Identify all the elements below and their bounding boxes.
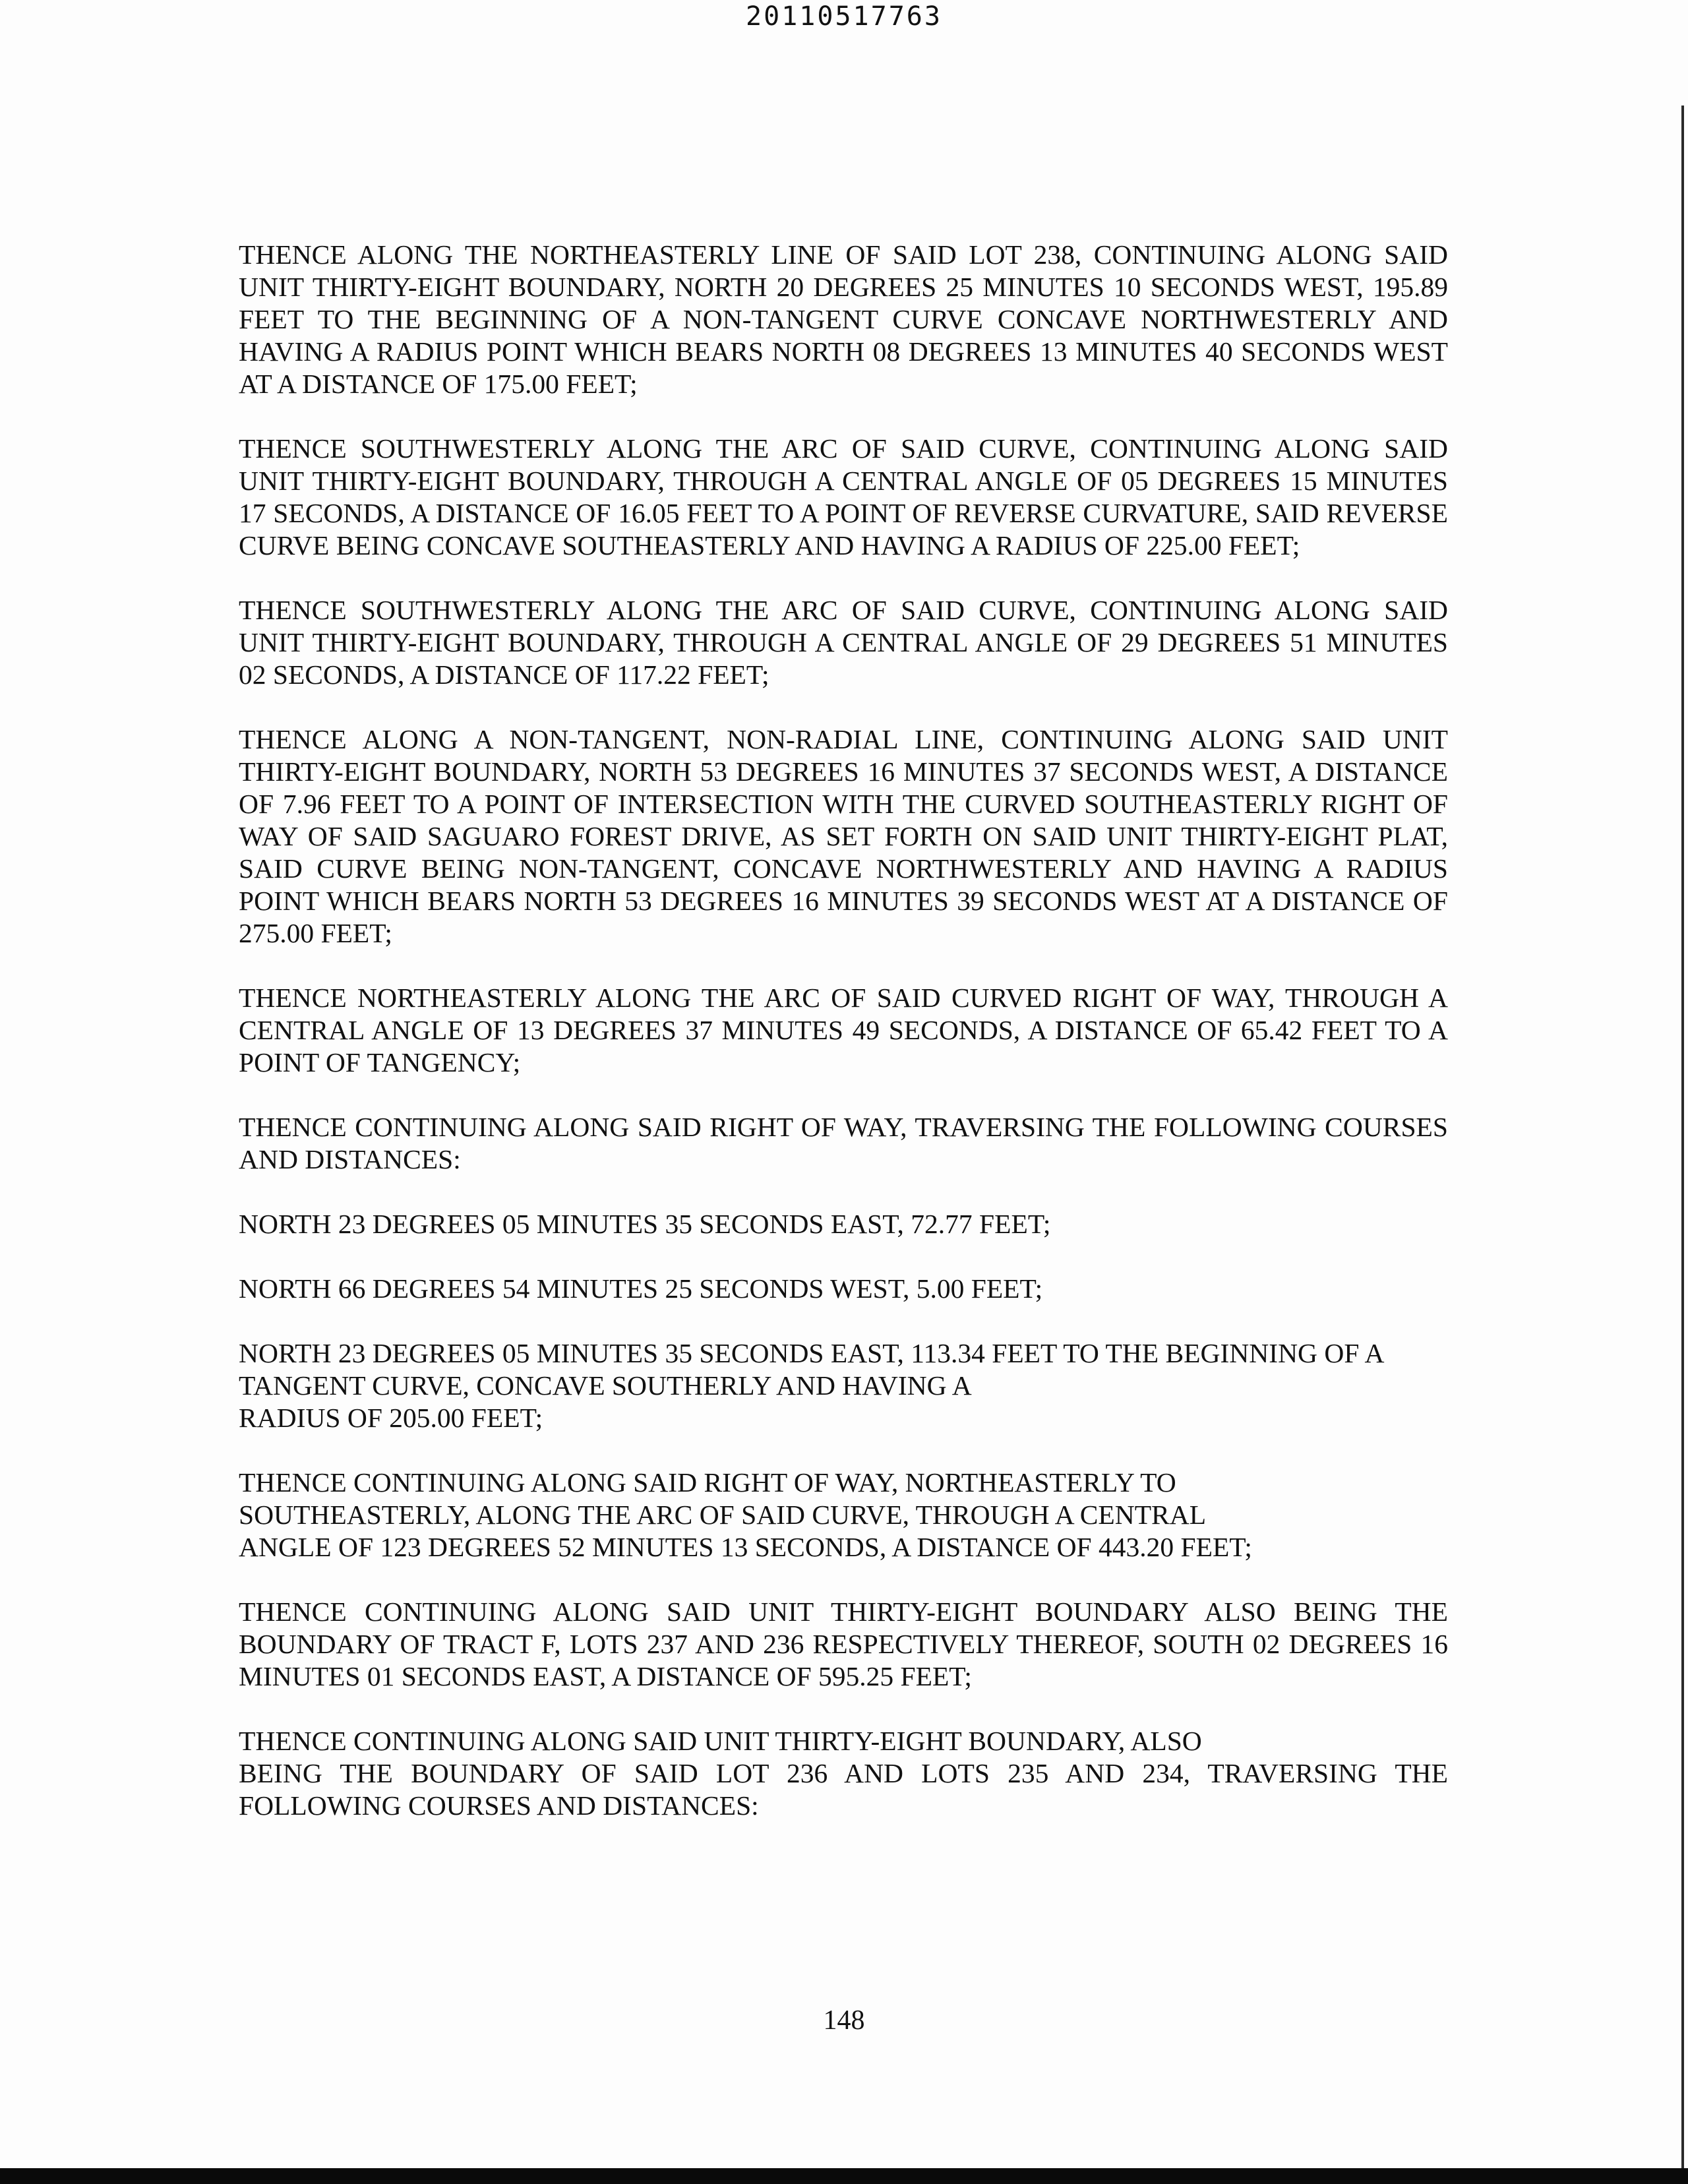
- page-number: 148: [823, 2005, 865, 2036]
- legal-description-body: [239, 239, 1448, 1854]
- paragraph-arc-central-angle: THENCE SOUTHWESTERLY ALONG THE ARC OF SAID CURVE, CONTINUING ALONG SAID UNIT THIRTY-EIGHT BOUNDARY, THROUGH A CENTRAL ANGLE OF 29 DEGREES 51 MINUTES 02 SECONDS, A DISTANCE OF 117.22 FEET;: [239, 595, 1448, 690]
- paragraph-northeasterly-line: THENCE ALONG THE NORTHEASTERLY LINE OF SAID LOT 238, CONTINUING ALONG SAID UNIT THIRTY-EIGHT BOUNDARY, NORTH 20 DEGREES 25 MINUTES 10 SECONDS WEST, 195.89 FEET TO THE BEGINNING OF A NON-TANGENT CURVE CONCAVE NORTHWESTERLY AND HAVING A RADIUS POINT WHICH BEARS NORTH 08 DEGREES 13 MINUTES 40 SECONDS WEST AT A DISTANCE OF 175.00 FEET;: [239, 239, 1448, 399]
- paragraph-arc-reverse-curve: THENCE SOUTHWESTERLY ALONG THE ARC OF SAID CURVE, CONTINUING ALONG SAID UNIT THIRTY-EIGHT BOUNDARY, THROUGH A CENTRAL ANGLE OF 05 DEGREES 15 MINUTES 17 SECONDS, A DISTANCE OF 16.05 FEET TO A POINT OF REVERSE CURVATURE, SAID REVERSE CURVE BEING CONCAVE SOUTHEASTERLY AND HAVING A RADIUS OF 225.00 FEET;: [239, 433, 1448, 561]
- paragraph-non-radial-line: THENCE ALONG A NON-TANGENT, NON-RADIAL LINE, CONTINUING ALONG SAID UNIT THIRTY-EIGHT BOUNDARY, NORTH 53 DEGREES 16 MINUTES 37 SECONDS WEST, A DISTANCE OF 7.96 FEET TO A POINT OF INTERSECTION WITH THE CURVED SOUTHEASTERLY RIGHT OF WAY OF SAID SAGUARO FOREST DRIVE, AS SET FORTH ON SAID UNIT THIRTY-EIGHT PLAT, SAID CURVE BEING NON-TANGENT, CONCAVE NORTHWESTERLY AND HAVING A RADIUS POINT WHICH BEARS NORTH 53 DEGREES 16 MINUTES 39 SECONDS WEST AT A DISTANCE OF 275.00 FEET;: [239, 724, 1448, 948]
- scan-right-edge: [1681, 106, 1684, 2169]
- scan-bottom-bar: [0, 2168, 1688, 2184]
- paragraph-traversing-courses: THENCE CONTINUING ALONG SAID RIGHT OF WAY, TRAVERSING THE FOLLOWING COURSES AND DISTANCES:: [239, 1112, 1448, 1174]
- course-north-66-5: NORTH 66 DEGREES 54 MINUTES 25 SECONDS WEST, 5.00 FEET;: [239, 1273, 1043, 1304]
- paragraph-lots-boundary: THENCE CONTINUING ALONG SAID UNIT THIRTY-EIGHT BOUNDARY, ALSO BEING THE BOUNDARY OF SAID LOT 236 AND LOTS 235 AND 234, TRAVERSING THE FOLLOWING COURSES AND DISTANCES:: [239, 1726, 1448, 1821]
- paragraph-northeasterly-to-southeasterly: THENCE CONTINUING ALONG SAID RIGHT OF WAY, NORTHEASTERLY TO SOUTHEASTERLY, ALONG THE ARC OF SAID CURVE, THROUGH A CENTRAL ANGLE OF 123 DEGREES 52 MINUTES 13 SECONDS, A DISTANCE OF 443.20 FEET;: [239, 1467, 1252, 1562]
- course-north-23-72: NORTH 23 DEGREES 05 MINUTES 35 SECONDS EAST, 72.77 FEET;: [239, 1209, 1051, 1239]
- paragraph-curved-right-of-way: THENCE NORTHEASTERLY ALONG THE ARC OF SAID CURVED RIGHT OF WAY, THROUGH A CENTRAL ANGLE OF 13 DEGREES 37 MINUTES 49 SECONDS, A DISTANCE OF 65.42 FEET TO A POINT OF TANGENCY;: [239, 983, 1448, 1077]
- document-number: 20110517763: [746, 1, 942, 32]
- paragraph-tract-f-boundary: THENCE CONTINUING ALONG SAID UNIT THIRTY-EIGHT BOUNDARY ALSO BEING THE BOUNDARY OF TRACT F, LOTS 237 AND 236 RESPECTIVELY THEREOF, SOUTH 02 DEGREES 16 MINUTES 01 SECONDS EAST, A DISTANCE OF 595.25 FEET;: [239, 1596, 1448, 1691]
- course-north-23-113: NORTH 23 DEGREES 05 MINUTES 35 SECONDS EAST, 113.34 FEET TO THE BEGINNING OF A TANGENT CURVE, CONCAVE SOUTHERLY AND HAVING A RADIUS OF 205.00 FEET;: [239, 1338, 1385, 1433]
